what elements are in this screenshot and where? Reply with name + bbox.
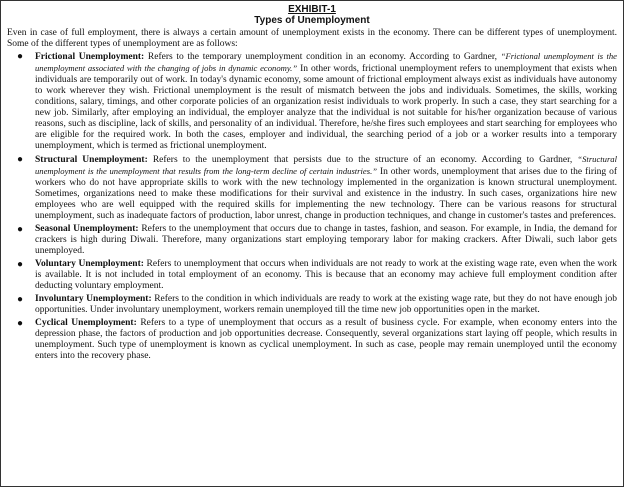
bullet-icon: ● xyxy=(17,224,24,235)
definition-text: Refers to unemployment that occurs when individuals are not ready to work at the existing wage rate, even when the work is available. It is not included in total employment of an economy. This is because that an economy may achieve full employment condition after deducting voluntary employment. xyxy=(35,259,617,291)
term-label: Cyclical Unemployment: xyxy=(35,318,137,328)
definition-text: Refers to the condition in which individuals are ready to work at the existing wage rate, but they do not have enough job opportunities. Under involuntary unemployment, workers remain unemployed till the time new job opportunities open in the market. xyxy=(35,294,617,315)
bullet-icon: ● xyxy=(17,259,24,270)
term-label: Voluntary Unemployment: xyxy=(35,259,144,269)
term-label: Structural Unemployment: xyxy=(35,155,148,165)
definition-quote: “Structural unemployment is the unemployment that results from the long-term decline of certain industries.” xyxy=(35,154,617,176)
bullet-icon: ● xyxy=(17,51,24,62)
bullet-icon: ● xyxy=(17,154,24,165)
bullet-icon: ● xyxy=(17,294,24,305)
term-label: Seasonal Unemployment: xyxy=(35,224,139,234)
definition-quote: “Frictional unemployment is the unemployment associated with the changing of jobs in dynamic economy.” xyxy=(35,51,618,73)
definition-text-continued: In other words, unemployment that arises due to the firing of workers who do not have appropriate skills to work with the new technology implemented in the organization is known structural unemployment. Sometimes, organizations need to make these modifications for their survival and existence in the industry. In such cases, organizations hire new employees who are well equipped with the required skills for implementing the new technology. There can be various reasons for structural unemployment, such as inadequate factors of production, labor unrest, change in production techniques, and change in customer's tastes and preferences. xyxy=(35,167,617,221)
list-item-frictional xyxy=(7,51,617,152)
unemployment-types-list xyxy=(7,51,617,362)
list-item-voluntary xyxy=(7,259,617,292)
list-item-structural xyxy=(7,154,617,222)
page-title: Types of Unemployment xyxy=(254,15,370,26)
definition-text: Refers to the unemployment that persists due to the structure of an economy. According to Gardner, xyxy=(147,155,578,165)
list-item-involuntary xyxy=(7,294,617,316)
bullet-icon: ● xyxy=(17,318,24,329)
intro-paragraph: Even in case of full employment, there is always a certain amount of unemployment exists in the economy. There can be different types of unemployment. Some of the different types of unemployment are as follows: xyxy=(7,28,617,49)
definition-text: Refers to the unemployment that occurs due to change in tastes, fashion, and season. For example, in India, the demand for crackers is high during Diwali. Therefore, many organizations start employing temporary labor for making crackers. After Diwali, such labor gets unemployed. xyxy=(35,224,617,256)
list-item-cyclical xyxy=(7,318,617,362)
definition-text: Refers to a type of unemployment that occurs as a result of business cycle. For example, when economy enters into the depression phase, the factors of production and job opportunities decrease. Consequently, several organizations start laying off people, which results in unemployment. Such type of unemployment is known as cyclical unemployment. In such as case, people may remain unemployed until the economy enters into the recovery phase. xyxy=(35,318,617,361)
exhibit-label: EXHIBIT-1 xyxy=(288,4,336,15)
list-item-seasonal xyxy=(7,224,617,257)
definition-text: Refers to the temporary unemployment condition in an economy. According to Gardner, xyxy=(144,52,501,62)
definition-text-continued: In other words, frictional unemployment refers to unemployment that exists when individuals are temporarily out of work. In today's dynamic economy, some amount of frictional employment always exist as individuals have autonomy to work wherever they wish. Frictional unemployment is the result of mismatch between the jobs and individuals. Sometimes, the skills, working conditions, salary, timings, and other corporate policies of an organization resist individuals to work properly. In such a case, they start searching for a new job. Similarly, after employing an individual, the employer analyze that the individual is not suitable for his/her organization because of various reasons, such as discipline, lack of skills, and personality of an individual. Therefore, he/she fires such employees and start searching for employees who are eligible for the required work. In both the cases, employer and individual, the searching period of a job or a worker results into a temporary unemployment, which is termed as frictional unemployment. xyxy=(35,64,617,151)
term-label: Involuntary Unemployment: xyxy=(35,294,152,304)
term-label: Frictional Unemployment: xyxy=(35,52,145,62)
